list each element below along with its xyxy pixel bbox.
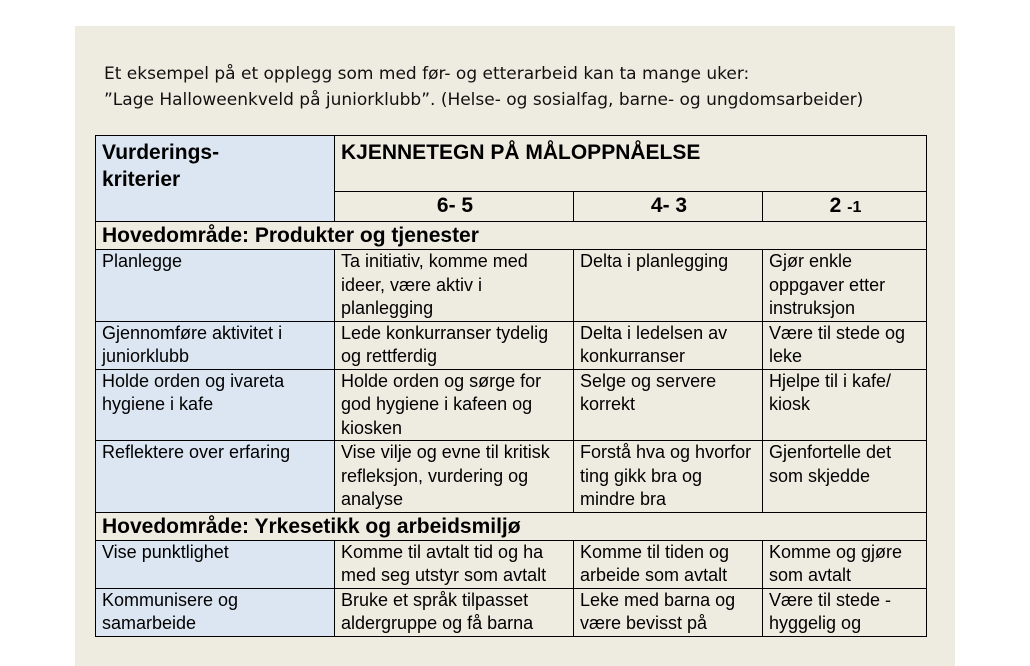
grade-low-cell: Være til stede - hyggelig og (763, 588, 927, 636)
grade-high (335, 192, 574, 222)
grade-mid-cell: Selge og servere korrekt (574, 369, 763, 441)
intro-text (104, 61, 944, 113)
section-title: Hovedområde: Yrkesetikk og arbeidsmiljø (96, 512, 927, 540)
intro-line-1: Et eksempel på et opplegg som med før- og etterarbeid kan ta mange uker: (104, 64, 750, 84)
grade-low-cell: Komme og gjøre som avtalt (763, 540, 927, 588)
criterion-cell: Gjennomføre aktivitet i juniorklubb (96, 321, 335, 369)
criterion-cell: Vise punktlighet (96, 540, 335, 588)
section-title: Hovedområde: Produkter og tjenester (96, 222, 927, 250)
criteria-header-line-1: Vurderings- (102, 141, 220, 164)
grade-high-cell: Vise vilje og evne til kritisk refleksjon, vurdering og analyse (335, 441, 574, 513)
grade-mid-cell: Delta i ledelsen av konkurranser (574, 321, 763, 369)
section-row (96, 222, 927, 250)
grade-mid-cell: Leke med barna og være bevisst på (574, 588, 763, 636)
grade-high-cell: Bruke et språk tilpasset aldergruppe og få barna (335, 588, 574, 636)
intro-line-2: ”Lage Halloweenkveld på juniorklubb”. (Helse- og sosialfag, barne- og ungdomsarbeider) (104, 90, 864, 110)
grade-low-cell: Hjelpe til i kafe/ kiosk (763, 369, 927, 441)
grade-high-cell: Lede konkurranser tydelig og rettferdig (335, 321, 574, 369)
grade-high-cell: Ta initiativ, komme med ideer, være aktiv i planlegging (335, 250, 574, 322)
table-row (96, 369, 927, 441)
grade-mid-cell: Komme til tiden og arbeide som avtalt (574, 540, 763, 588)
grade-mid (574, 192, 763, 222)
grade-low (763, 192, 927, 222)
grade-mid-label: 4- 3 (650, 194, 688, 217)
criterion-cell: Kommunisere og samarbeide (96, 588, 335, 636)
criterion-cell: Planlegge (96, 250, 335, 322)
grade-high-label: 6- 5 (436, 194, 474, 217)
grade-low-cell: Gjenfortelle det som skjedde (763, 441, 927, 513)
grade-mid-cell: Forstå hva og hvorfor ting gikk bra og mindre bra (574, 441, 763, 513)
section-row (96, 512, 927, 540)
criteria-header-line-2: kriterier (102, 168, 181, 191)
grade-mid-cell: Delta i planlegging (574, 250, 763, 322)
criterion-cell: Reflektere over erfaring (96, 441, 335, 513)
grade-low-suffix: -1 (847, 199, 862, 216)
grade-low-cell: Gjør enkle oppgaver etter instruksjon (763, 250, 927, 322)
criterion-cell: Holde orden og ivareta hygiene i kafe (96, 369, 335, 441)
table-row (96, 321, 927, 369)
rubric-title: KJENNETEGN PÅ MÅLOPPNÅELSE (335, 136, 927, 192)
document-page (75, 26, 955, 666)
grade-high-cell: Komme til avtalt tid og ha med seg utstyr som avtalt (335, 540, 574, 588)
grade-high-cell: Holde orden og sørge for god hygiene i kafeen og kiosken (335, 369, 574, 441)
grade-low-label: 2 (829, 194, 848, 217)
header-row (96, 136, 927, 192)
table-row (96, 441, 927, 513)
grade-low-cell: Være til stede og leke (763, 321, 927, 369)
criteria-header (96, 136, 335, 222)
table-row (96, 540, 927, 588)
assessment-rubric-table (95, 135, 927, 637)
table-row (96, 250, 927, 322)
table-row (96, 588, 927, 636)
